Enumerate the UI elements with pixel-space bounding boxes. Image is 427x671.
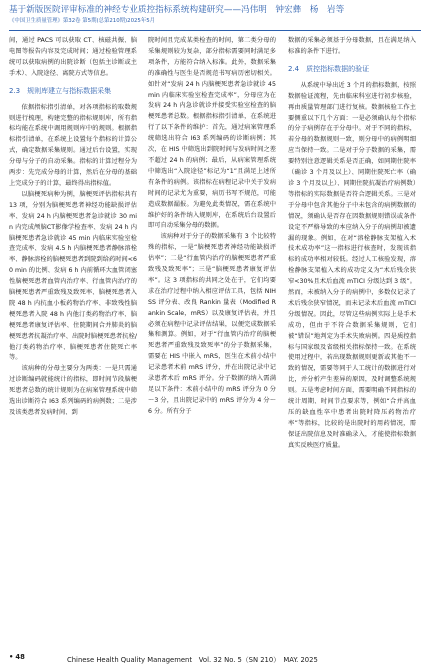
paragraph: 院时间且完成某类检查的时间，第二类分母的采集规则较为复杂，部分指标需要同时满足多项条件，方能符合纳入标准。此外，数据采集的准确性与医生是否规范书写病历密切相关。如针对“发病 24 h 内脑梗死患者急诊就诊 45 min 内临床实验室检查完成率”，分母应为在发病 24 h 内急诊就诊并接受实验室检查的脑梗死患者总数。根据指标指引清单，在系统进行了以下条件的维护：首先，通过病案管理系统筛选出符合 I63 系列编码的诊断病例；其次，在 HIS 中筛选出到院时间与发病时间之差不超过 24 h 的病例；最后，从病案管理系统中筛选出“入院途径”标记为“1”且满足上述所有条件的病例。该指标在病程记录中关于发病时间的记录尤为重要，病历书写不规范，可能造成数据漏报。为避免此类情况，需在系统中维护好的条件纳入规则库，在系统后台设置后即可自动采集分母的数据。: [148, 37, 276, 230]
paragraph: 从系统中导出近 3 个月的指标数据，按照数据验证流程，先由临床科室进行初步核验，再由质量管理部门进行复核。数据核验工作主要侧重以下几个方面：一是必须确认每个指标的分子病例存在于分母中。对于不同的指标，若分母的数据规则一致，则分母中的病例明细应当保持一致。二是对于分子数据的采集，需要特别注意逻辑关系是否正确，如同期住院率（确诊 3 个月及以上）、同期住院死亡率（确诊 3 个月及以上）、同期住院抗凝治疗病例数）等指标的实际数据是否符合逻辑关系。三是对于分母中包含其他分子中未包含的病例数据的情况，须确认是否存在因数据规则错误或条件设定不严格导致的本应纳入分子的病例却被遗漏的现象。例如，在对“溶栓静脉支架植入术技术成功率”这一指标进行核查时，发现该指标的成功率相对较低。经过人工核验发现，溶栓静脉支架植入术的成功定义为“术后残余狭窄<30%且术后血流 mTICI 分级达到 3 级”。然而，未被纳入分子的病例中，多数仅记录了术后残余狭窄情况，而未记录术后血流 mTICI 分级情况。因此，尽管这些病例实际上是手术成功，但由于不符合数据采集规则，它们被“错误”地判定为手术失败病例。四是质控指标与国家级及省级相关指标保持一致。在系统使用过程中，若出现数据规则更新或其他不一致的情况，需要等同于人工统计的数据进行对比，并分析产生差异的原因，及时调整系统规则。五是考虑时间方面，需要明确不同指标的统计周期、时间节点要求等，例如“合并高血压的缺血性卒中患者出院时降压药物治疗率”等指标，比较的是出院时的用药情况，需保证出院信息及时准确录入，才能使指标数据真实反映医疗质量。: [288, 81, 416, 449]
paragraph: 依据指标指引清单，对各项指标的取数规则进行梳理，构建完整的指标规则库，所有指标均能在系统中调用规则库中的规则。根据指标指引清单，在系统上设置每个指标的计算公式，确定数据采集规则。通过后台设置，实现分母与分子的自动采集。指标的计算过程分为两步：先完成分母的计算，然后在分母的基础上完成分子的计算，最终得出指标值。: [9, 103, 137, 187]
text-column-2: [148, 36, 276, 418]
section-heading: 2.4 质控指标数据的验证: [288, 64, 370, 73]
page-number-block: [9, 653, 25, 661]
text-column-1: [9, 36, 137, 419]
article-title: 基于新版医院评审标准的神经专业质控指标系统构建研究——冯伟明 钟宏彝 杨 岩等: [9, 5, 345, 15]
paragraph: 以脑梗死病种为例，脑梗死评估指标共有 13 项，分别为脑梗死患者神经功能缺损评估率、发病 24 h 内脑梗死患者急诊就诊 30 min 内完成颅脑CT影像学检查率、发病 24 h 内脑梗死患者急诊就诊 45 min 内临床实验室检查完成率、发病 4.5 h 内脑梗死患者静脉溶栓率、静脉溶栓的脑梗死患者到院到给药时间<60 min 的比例、发病 6 h 内前循环大血管闭塞性脑梗死患者血管内治疗率、行血管内治疗的脑梗死患者严重致残及致死率、脑梗死患者入院 48 h 内抗血小板药物治疗率、非致残性脑梗死患者入院 48 h 内他汀类药物治疗率、脑梗死患者康复评估率、住院期间合并肺炎的脑梗死患者抗凝治疗率、出院时脑梗死患者抗栓/他汀类药物治疗率、脑梗死患者住院死亡率等。: [9, 190, 137, 362]
paragraph: 数据的采集必须基于分母数据，且在满足纳入标准的条件下进行。: [288, 37, 416, 55]
journal-footer: Chinese Health Quality Management Vol. 32 No. 5（SN 210） MAY. 2025: [67, 656, 318, 664]
bullet-icon: •: [9, 653, 14, 661]
paragraph: 该病种对于分子的数据采集有 3 个比较特殊的指标，一是“脑梗死患者神经功能缺损评估率”；二是“行血管内治疗的脑梗死患者严重致残及致死率”；三是“脑梗死患者康复评估率”。这 3 项指标的共同之处在于，它们均要求在治疗过程中纳入相应评估工具，包括 NIHSS 评分表、改良 Rankin 量表（Modified Rankin Scale，mRS）以及康复评估表，并且必须在病程中记录评估结果，以便完成数据采集和测算。例如，对于“行血管内治疗的脑梗死患者严重致残及致死率”的分子数据采集，需要在 HIS 中嵌入 mRS，医生在术前小结中记录患者术前 mRS 评分，并在出院记录中记录患者术后 mRS 评分。分子数据的纳入需满足以下条件：术前小结中的 mRS 评分为 0 分～3 分，且出院记录中的 mRS 评分为 4 分～6 分。所有分子: [148, 233, 276, 415]
section-heading: 2.3 规则库建立与指标数据采集: [9, 86, 112, 95]
text-column-3: [288, 36, 416, 452]
journal-citation: 《中国卫生质量管理》第32卷 第5期(总第210期)2025年5月: [9, 18, 156, 24]
page-number: 48: [15, 653, 25, 661]
running-header: [9, 4, 421, 26]
paragraph: 该病种的分母主要分为两类：一是只需通过诊断编码就能统计的指标，即时间节段脑梗死患者总数的统计规则为在病案管理系统中筛选出诊断符合 I63 系列编码的病例数；二是涉及该类患者发病时间、到: [9, 365, 137, 416]
page-footer: [9, 652, 421, 666]
header-rule: [9, 30, 421, 31]
paragraph: 间，通过 PACS 可以获取 CT、核磁共振、脑电图等报告内容及完成时间；通过检验管理系统可以获取病例的出院诊断（包括主诊断或主手术）、入院途径、离院方式等信息。: [9, 37, 137, 77]
